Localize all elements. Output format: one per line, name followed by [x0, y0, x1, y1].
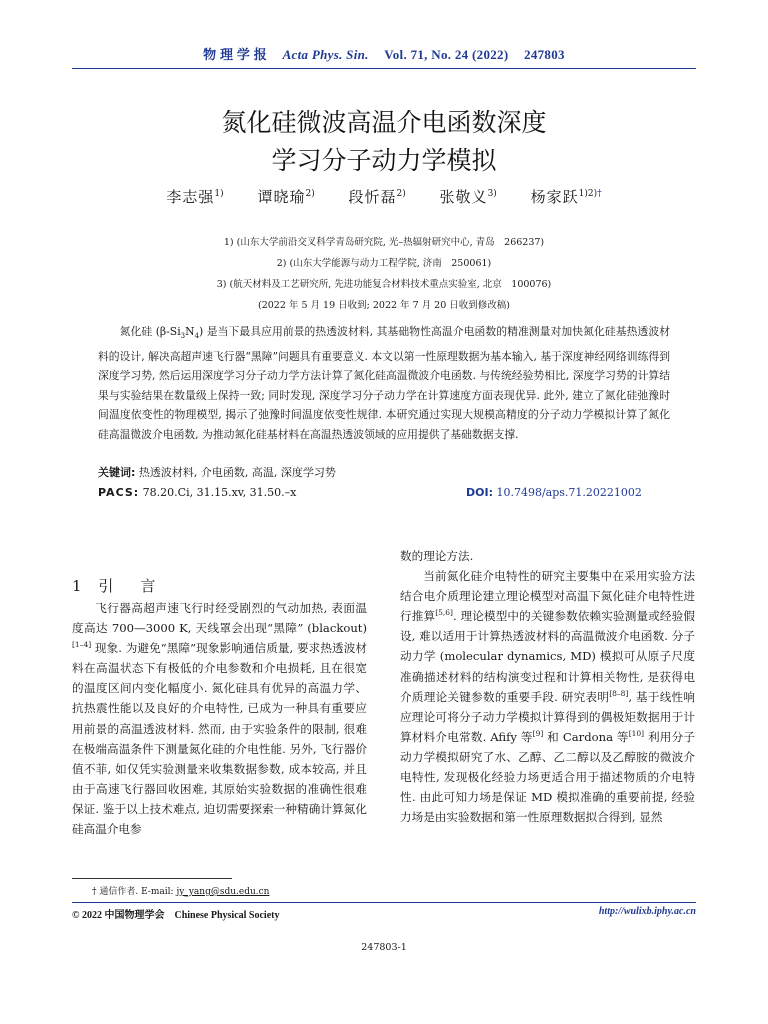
author-list — [0, 186, 768, 207]
section-title: 引 言 — [98, 577, 162, 595]
affiliation-1: 1) (山东大学前沿交叉科学青岛研究院, 光–热辐射研究中心, 青岛 266237) — [223, 237, 545, 248]
citation-link[interactable]: [5,6] — [435, 608, 453, 618]
citation-link[interactable]: [10] — [628, 728, 645, 738]
website-link[interactable]: http://wulixb.iphy.ac.cn — [598, 906, 696, 917]
paper-title — [0, 104, 768, 180]
author-corresponding: 杨家跃$^{1)2)\dagger}$ — [530, 188, 602, 206]
header-rule — [72, 68, 696, 69]
email-link[interactable]: jy_yang@sdu.edu.cn — [176, 887, 270, 897]
section-heading — [72, 575, 161, 596]
author: 段忻磊$^{2)}$ — [348, 188, 406, 206]
journal-name-en: Acta Phys. Sin. — [282, 47, 369, 62]
doi[interactable] — [466, 486, 642, 499]
author: 李志强$^{1)}$ — [166, 188, 224, 206]
paragraph: 当前氮化硅介电特性的研究主要集中在采用实验方法结合电介质理论建立理论模型对高温下氮化硅介电特性进行推算[5,6]. 理论模型中的关键参数依赖实验测量或经验假设, 难以适用于计算热透波材料的高温微波介电函数. 分子动力学 (molecular dynamics, MD) 模拟可从原子尺度准确描述材料的结构演变过程和计算相关物性, 是获得电介质理论关键参数的重要手段. 研究表明[8–8], 基于线性响应理论可将分子动力学模拟计算得到的偶极矩数据用于计算材料介电常数. Afify 等[9] 和 Cardona 等[10] 利用分子动力学模拟研究了水、乙醇、乙二醇以及乙醇胺的微波介电特性, 发现极化经验力场更适合用于描述物质的介电特性. 由此可知力场是保证 MD 模拟准确的重要前提, 经验力场是由实验数据和第一性原理数据拟合得到, 显然 — [400, 569, 695, 825]
footnote-dagger-icon: † — [92, 887, 97, 897]
title-line-2: 学习分子动力学模拟 — [271, 146, 497, 175]
footnote-label: 通信作者. E-mail: — [99, 887, 174, 897]
received-date: (2022 年 5 月 19 日收到; 2022 年 7 月 20 日收到修改稿) — [258, 300, 510, 311]
abstract: 氮化硅 $(\beta-Si_3N_4)$ 是当下最具应用前景的热透波材料, 其基础物性高温介电函数的精准测量对加快氮化硅基热透波材料的设计, 解决高超声速飞行器“黑障”问题具有重要意义. 本文以第一性原理数据为基本输入, 基于深度神经网络训练得到深度学习势, 然后运用深度学习分子动力学方法计算了氮化硅高温微波介电函数. 与传统经验势相比, 深度学习势的计算结果与实验结果在数量级上保持一致; 同时发现, 深度学习分子动力学在计算速度方面表现优异. 此外, 建立了氮化硅弛豫时间温度依变性的物理模型, 揭示了弛豫时间温度依变性规律. 本研究通过实现大规模高精度的分子动力学模拟计算了氮化硅高温微波介电函数, 为推动氮化硅基材料在高温热透波领域的应用提供了基础数据支撑. — [98, 325, 670, 441]
author: 谭晓瑜$^{2)}$ — [257, 188, 315, 206]
citation-link[interactable]: [1–4] — [72, 640, 92, 650]
affiliations — [0, 232, 768, 316]
pacs-value: 78.20.Ci, 31.15.xv, 31.50.–x — [142, 486, 297, 499]
doi-link[interactable]: 10.7498/aps.71.20221002 — [496, 486, 642, 499]
keywords-label: 关键词: — [98, 466, 136, 479]
keywords — [98, 464, 336, 480]
author: 张敬义$^{3)}$ — [439, 188, 497, 206]
footnote-rule — [72, 878, 232, 879]
keywords-value: 热透波材料, 介电函数, 高温, 深度学习势 — [138, 466, 336, 479]
journal-name-cn: 物 理 学 报 — [203, 47, 268, 62]
journal-volume: Vol. 71, No. 24 (2022) — [384, 47, 509, 62]
journal-header — [0, 44, 768, 63]
left-column — [72, 598, 367, 839]
paragraph: 数的理论方法. — [400, 549, 474, 563]
section-number: 1 — [72, 577, 88, 595]
citation-link[interactable]: [8–8] — [609, 688, 629, 698]
pacs-label: PACS: — [98, 486, 140, 499]
footnote — [92, 884, 269, 897]
doi-label: DOI: — [466, 486, 493, 499]
citation-link[interactable]: [9] — [532, 728, 544, 738]
footer-rule — [72, 902, 696, 903]
article-number: 247803 — [524, 47, 565, 62]
corresponding-dagger-icon: † — [597, 189, 602, 199]
pacs — [98, 486, 296, 499]
right-column — [400, 546, 695, 827]
affiliation-3: 3) (航天材料及工艺研究所, 先进功能复合材料技术重点实验室, 北京 100076) — [216, 279, 552, 290]
title-line-1: 氮化硅微波高温介电函数深度 — [221, 108, 547, 137]
affiliation-2: 2) (山东大学能源与动力工程学院, 济南 250061) — [276, 258, 492, 269]
paragraph: 飞行器高超声速飞行时经受剧烈的气动加热, 表面温度高达 700—3000 K, 天线罩会出现“黑障” (blackout)[1–4] 现象. 为避免“黑障”现象影响通信质量, 要求热透波材料在高温状态下有极低的介电参数和介电损耗, 且在很宽的温度区间内变化幅度小. 氮化硅具有优异的高温力学、抗热震性能以及良好的介电特性, 已成为一种具有重要应用前景的高温透波材料. 然而, 由于实验条件的限制, 很难在极端高温条件下测量氮化硅的介电性能. 另外, 飞行器价值不菲, 如仅凭实验测量来收集数据参数, 成本较高, 并且由于高速飞行器回收困难, 其原始实验数据的准确性很难保证. 鉴于以上技术难点, 迫切需要探索一种精确计算氮化硅高温介电参 — [72, 601, 367, 837]
copyright: © 2022 中国物理学会 Chinese Physical Society — [72, 910, 280, 921]
page-number: 247803-1 — [361, 942, 407, 953]
